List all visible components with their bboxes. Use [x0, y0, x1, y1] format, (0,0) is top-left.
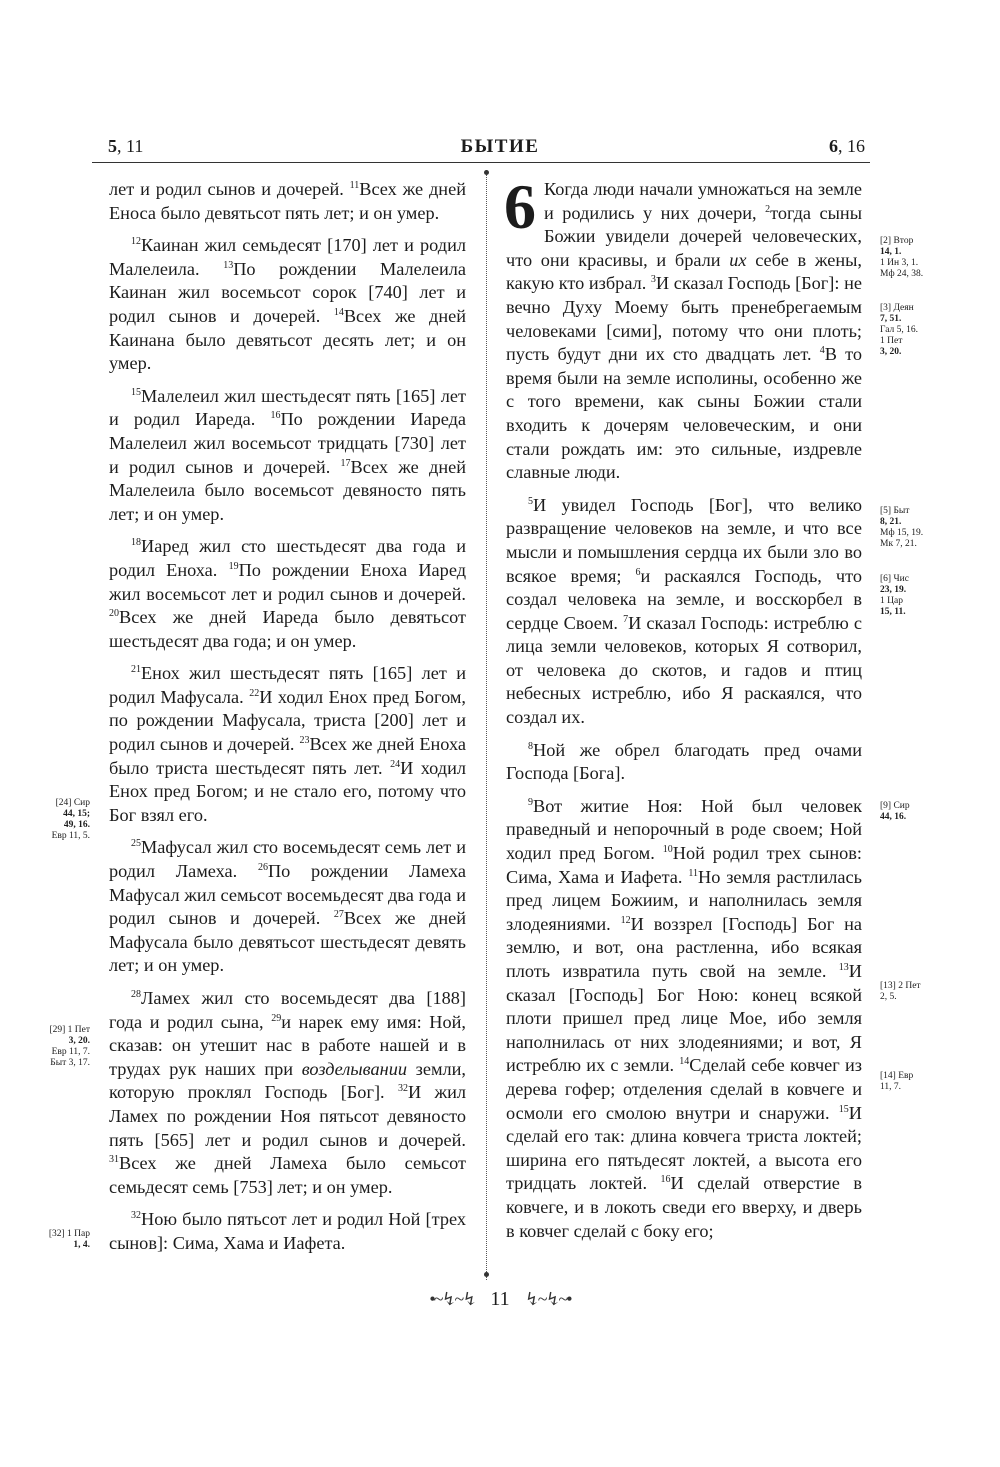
ref-line: [32] 1 Пар — [48, 1229, 90, 1239]
verse-number: 29 — [271, 1012, 282, 1024]
verse-number: 25 — [131, 838, 141, 850]
verse-text: И ходил Енох пред Богом; и не стало его, потому что Бог взял его. — [109, 757, 466, 825]
ref-line: 3, 20. — [880, 347, 902, 357]
paragraph — [506, 739, 862, 786]
verse-number: 20 — [109, 608, 119, 619]
verse-text: И сказал Господь [Бог]: не вечно Духу Моему быть пренебрегаемым человеками [сими], потому что они плоть; пусть будут дни их сто двадцать лет. — [506, 273, 862, 365]
ref-line: [13] 2 Пет — [880, 981, 921, 991]
verse-number: 15 — [838, 1103, 849, 1115]
divider-bottom-dot — [484, 1272, 489, 1277]
verse-text: И сказал [Господь] Бог Ною: конец всякой плоти пришел пред лице Мое, ибо земля наполнилась от них злодеяниями; и вот, Я истреблю их с земли. — [506, 961, 862, 1076]
verse-number: 26 — [257, 861, 268, 873]
right-column — [504, 171, 863, 1243]
verse-text: И ходил Енох пред Богом, по рождении Мафусала, триста [200] лет и родил сынов и дочерей. — [109, 686, 466, 755]
paragraph — [109, 987, 466, 1199]
margin-reference — [880, 303, 940, 358]
ref-line: 11, 7. — [880, 1082, 902, 1092]
verse-number: 16 — [660, 1174, 671, 1186]
margin-reference — [880, 1071, 940, 1093]
margin-reference — [880, 574, 940, 618]
verse-number: 32 — [397, 1083, 408, 1095]
verse-text: Иаред жил сто шестьдесят два года и родил Еноха. — [109, 536, 466, 580]
verse-number: 28 — [131, 988, 141, 1000]
verse-text: И увидел Господь [Бог], что велико развращение человеков на земле, и что все мысли и помышления сердца их были зло во всякое время; — [506, 494, 862, 586]
verse-text: Ной же обрел благодать пред очами Господа [Бога]. — [506, 739, 862, 784]
ref-line: 7, 51. — [880, 314, 902, 324]
verse-text: и раскаялся Господь, что создал человека на земле, и восскорбел в сердце Своем. — [506, 565, 862, 633]
verse-number: 31 — [109, 1154, 119, 1166]
divider-top-dot — [484, 170, 489, 175]
verse-number: 12 — [131, 236, 141, 248]
verse-text: Всех же дней Малелеила было восемьсот девяносто пять лет; и он умер. — [109, 456, 466, 524]
chapter-drop-number: 6 — [504, 171, 536, 242]
verse-text: Всех же дней Еноха было триста шестьдесят пять лет. — [109, 734, 466, 778]
ref-line: 23, 19. — [880, 585, 907, 595]
ref-line: Быт 3, 17. — [50, 1058, 90, 1068]
ref-line: Мф 24, 38. — [880, 269, 924, 279]
verse-number: 11 — [349, 179, 360, 191]
verse-text: лет и родил сынов и дочерей. — [109, 179, 344, 199]
verse-text: И сделай его так: длина ковчега триста локтей; ширина его пятьдесят локтей, а высота его тридцать локтей. — [506, 1102, 862, 1194]
verse-number: 14 — [333, 306, 344, 318]
verse-number: 32 — [131, 1210, 141, 1222]
verse-number: 27 — [333, 909, 344, 921]
ref-line: 15, 11. — [880, 607, 906, 617]
verse-text: Ной родил трех сынов: Сима, Хама и Иафета. — [506, 843, 862, 887]
running-head-right — [829, 136, 865, 157]
verse-number: 11 — [688, 867, 698, 879]
running-head-right-verse: , 16 — [838, 136, 865, 156]
margin-reference — [38, 1229, 90, 1251]
margin-reference — [880, 506, 940, 550]
ref-line: 8, 21. — [880, 517, 902, 527]
ref-line: 44, 16. — [880, 812, 907, 822]
verse-number: 24 — [390, 758, 401, 770]
left-column — [109, 178, 466, 1256]
ref-line: [14] Евр — [880, 1071, 914, 1081]
verse-number: 4 — [819, 345, 825, 357]
ref-line: [29] 1 Пет — [49, 1025, 90, 1035]
verse-number: 18 — [131, 537, 141, 549]
running-head-left-verse: , 11 — [117, 136, 144, 156]
verse-number: 5 — [528, 495, 533, 507]
verse-italic: их — [729, 249, 747, 270]
page-footer — [0, 1288, 1000, 1311]
verse-text: Всех же дней Ламеха было семьсот семьдесят семь [753] лет; и он умер. — [109, 1153, 466, 1197]
ref-line: 1 Пет — [880, 336, 903, 346]
paragraph — [109, 662, 466, 827]
verse-text: Малелеил жил шестьдесят пять [165] лет и родил Иареда. — [109, 385, 466, 430]
verse-text: И сказал Господь: истреблю с лица земли человеков, которых Я сотворил, от человека до скотов, и гадов и птиц небесных истреблю, ибо Я раскаялся, что создал их. — [506, 612, 863, 728]
verse-number: 19 — [228, 560, 239, 572]
ref-line: Евр 11, 5. — [51, 831, 90, 841]
paragraph — [109, 836, 466, 978]
verse-text: И сделай отверстие в ковчеге, и в локоть сведи его вверху, и дверь в ковчег сделай с боку его; — [506, 1173, 862, 1241]
ref-line: Мк 7, 21. — [880, 539, 917, 549]
verse-number: 6 — [635, 566, 641, 578]
verse-number: 12 — [620, 914, 631, 926]
margin-reference — [880, 236, 940, 280]
verse-text: Мафусал жил сто восемьдесят семь лет и родил Ламеха. — [109, 837, 466, 882]
verse-text: Всех же дней Мафусала было девятьсот шестьдесят девять лет; и он умер. — [109, 908, 466, 976]
ref-line: 1 Цар — [880, 596, 903, 606]
paragraph — [109, 178, 466, 225]
verse-text: земли, которую проклял Господь [Бог]. — [109, 1058, 467, 1103]
running-head-right-chapter: 6 — [829, 136, 838, 156]
ref-line: 44, 15; — [63, 809, 90, 819]
verse-number: 13 — [223, 259, 234, 271]
verse-text: Всех же дней Каинана было девятьсот десять лет; и он умер. — [109, 305, 466, 374]
paragraph — [506, 494, 862, 730]
verse-number: 9 — [528, 796, 533, 808]
ref-line: 14, 1. — [880, 247, 902, 257]
ref-line: Гал 5, 16. — [880, 325, 919, 335]
verse-text: И жил Ламех по рождении Ноя пятьсот девяносто пять [565] лет и родил сынов и дочерей. — [109, 1082, 467, 1150]
verse-number: 13 — [838, 961, 849, 973]
verse-number: 23 — [299, 734, 310, 746]
column-divider — [486, 175, 487, 1280]
verse-text: По рождении Иареда Малелеил жил восемьсот тридцать [730] лет и родил сынов и дочерей. — [109, 409, 466, 477]
verse-number: 14 — [679, 1056, 690, 1068]
margin-reference — [38, 1025, 90, 1069]
ref-line: [6] Чис — [880, 574, 909, 584]
verse-text: Ламех жил сто восемьдесят два [188] года и родил сына, — [109, 988, 466, 1032]
verse-number: 15 — [131, 386, 141, 398]
header-rule — [92, 162, 870, 163]
verse-text: По рождении Еноха Иаред жил восемьсот лет и родил сынов и дочерей. — [109, 559, 466, 604]
verse-text: Когда люди начали умножаться на земле и родились у них дочери, — [544, 179, 862, 223]
verse-text: По рождении Ламеха Мафусал жил семьсот восемьдесят два года и родил сынов и дочерей. — [109, 861, 466, 929]
paragraph — [109, 234, 466, 376]
ref-line: Евр 11, 7. — [51, 1047, 90, 1057]
verse-italic: возделывании — [301, 1058, 407, 1079]
ref-line: [24] Сир — [55, 798, 90, 808]
verse-number: 17 — [340, 457, 351, 469]
verse-text: В то время были на земле исполины, особенно же с того времени, как сыны Божии стали входить к дочерям человеческим, и они стали рождать им: это сильные, издревле славные люди. — [506, 344, 862, 483]
verse-number: 16 — [270, 410, 281, 422]
verse-text: и нарек ему имя: Ной, сказав: он утешит нас в работе нашей и в трудах рук наших при — [109, 1011, 466, 1079]
verse-text: Всех же дней Иареда было девятьсот шестьдесят два года; и он умер. — [109, 607, 466, 651]
verse-text: Ною было пятьсот лет и родил Ной [трех сынов]: Сима, Хама и Иафета. — [109, 1209, 466, 1253]
verse-text: Енох жил шестьдесят пять [165] лет и родил Мафусала. — [109, 663, 466, 707]
verse-text: По рождении Малелеила Каинан жил восемьсот сорок [740] лет и родил сынов и дочерей. — [109, 258, 466, 326]
running-head-left-chapter: 5 — [108, 136, 117, 156]
ref-line: 3, 20. — [68, 1036, 90, 1046]
margin-reference — [880, 981, 940, 1003]
paragraph — [109, 385, 466, 527]
verse-text: Сделай себе ковчег из дерева гофер; отделения сделай в ковчеге и осмоли его смолою внутри и снаружи. — [506, 1055, 862, 1123]
paragraph — [504, 171, 863, 485]
margin-reference — [38, 798, 90, 842]
ref-line: [9] Сир — [880, 801, 910, 811]
ref-line: 1 Ин 3, 1. — [880, 258, 919, 268]
ref-line: [5] Быт — [880, 506, 910, 516]
ornament-right-icon: ↯~↯~• — [524, 1289, 571, 1309]
verse-number: 8 — [528, 740, 533, 752]
verse-number: 10 — [662, 843, 673, 855]
verse-text: Но земля растлилась пред лицем Божиим, и наполнилась земля злодеяниями. — [506, 866, 862, 934]
verse-number: 21 — [131, 664, 141, 676]
verse-number: 22 — [249, 687, 260, 699]
page-number: 11 — [490, 1288, 510, 1310]
ref-line: [3] Деян — [880, 303, 914, 313]
ornament-left-icon: •~↯~↯ — [429, 1289, 476, 1309]
verse-text: И воззрел [Господь] Бог на землю, и вот, она растленна, ибо всякая плоть извратила путь свой на земле. — [506, 913, 862, 981]
verse-text: себе в жены, какую кто избрал. — [506, 249, 863, 294]
verse-number: 7 — [623, 613, 629, 625]
paragraph — [109, 1208, 466, 1255]
ref-line: 2, 5. — [880, 992, 897, 1002]
ref-line: [2] Втор — [880, 236, 914, 246]
paragraph — [109, 535, 466, 653]
verse-number: 2 — [765, 203, 771, 215]
ref-line: 1, 4. — [73, 1240, 90, 1250]
ref-line: 49, 16. — [63, 820, 90, 830]
verse-number: 3 — [650, 274, 656, 286]
margin-reference — [880, 801, 940, 823]
verse-text: Каинан жил семьдесят [170] лет и родил Малелеила. — [109, 235, 466, 279]
verse-text: тогда сыны Божии увидели дочерей человеческих, что они красивы, и брали — [506, 202, 862, 270]
book-title: БЫТИЕ — [460, 136, 540, 157]
paragraph — [506, 795, 862, 1243]
verse-text: Вот житие Ноя: Ной был человек праведный и непорочный в роде своем; Ной ходил пред Богом. — [506, 795, 862, 864]
ref-line: Мф 15, 19. — [880, 528, 924, 538]
verse-text: Всех же дней Еноса было девятьсот пять лет; и он умер. — [109, 179, 466, 223]
